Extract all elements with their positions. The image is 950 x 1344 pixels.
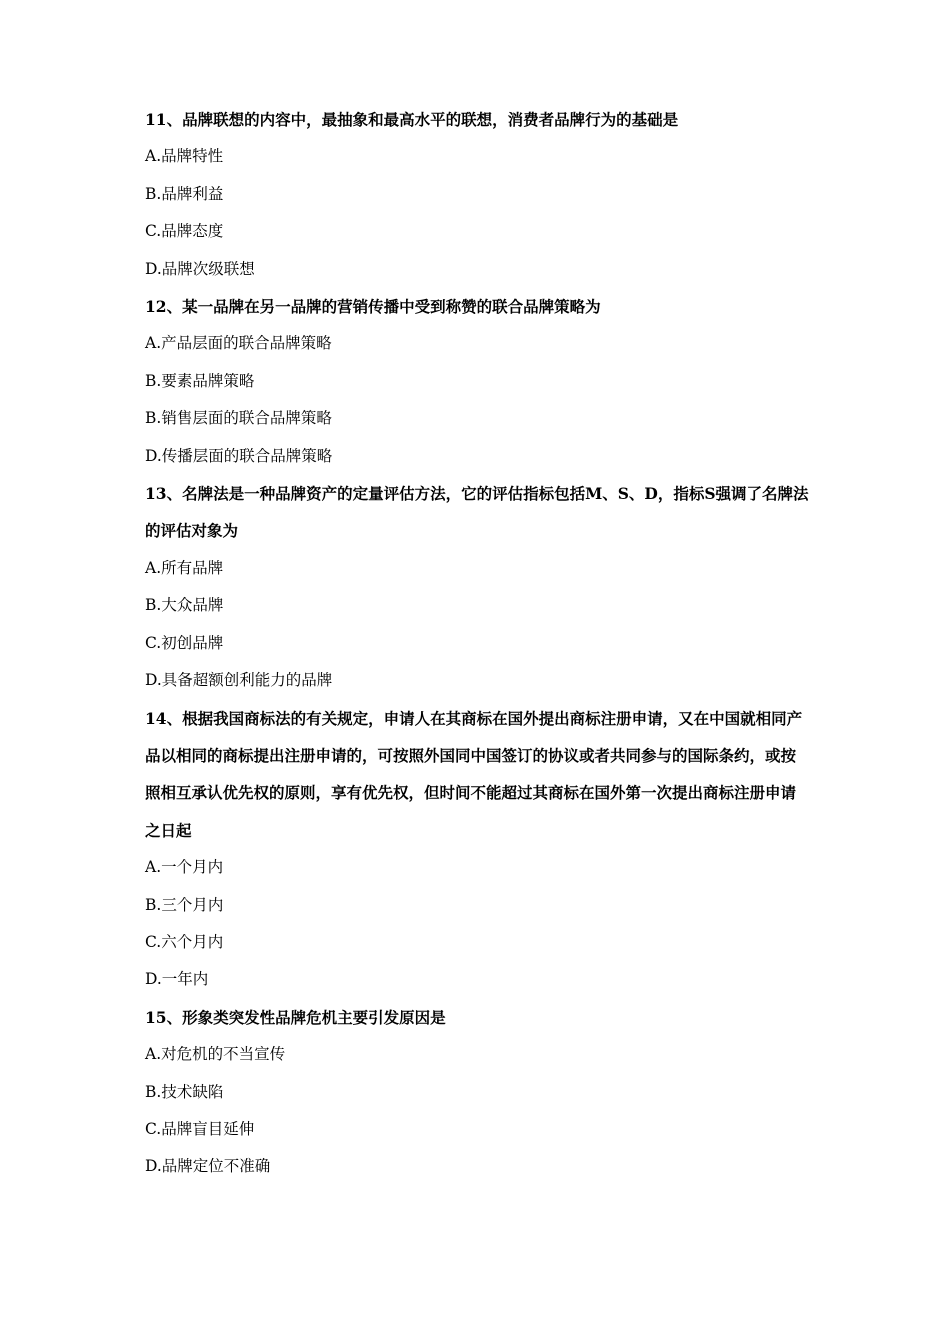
- option-b: B.品牌利益: [145, 184, 224, 203]
- question-12: [145, 288, 810, 475]
- option-b: B.三个月内: [145, 895, 224, 914]
- option-d: D.具备超额创利能力的品牌: [145, 671, 333, 690]
- option-d: D.一年内: [145, 970, 209, 989]
- option-c: C.初创品牌: [145, 633, 224, 652]
- option-a: A.品牌特性: [145, 147, 224, 166]
- option-c: C.品牌态度: [145, 222, 224, 241]
- option-c: C.六个月内: [145, 932, 224, 951]
- option-a: A.所有品牌: [145, 558, 224, 577]
- option-a: A.一个月内: [145, 858, 224, 877]
- option-b: B.大众品牌: [145, 596, 224, 615]
- option-d: D.品牌次级联想: [145, 259, 255, 278]
- option-b: B.要素品牌策略: [145, 371, 255, 390]
- question-13: [145, 475, 810, 699]
- question-11: [145, 101, 810, 288]
- question-15: [145, 999, 810, 1186]
- question-title: 11、品牌联想的内容中，最抽象和最高水平的联想，消费者品牌行为的基础是: [145, 110, 679, 129]
- option-a: A.产品层面的联合品牌策略: [145, 334, 332, 353]
- question-title: 15、形象类突发性品牌危机主要引发原因是: [145, 1007, 446, 1027]
- option-c: B.销售层面的联合品牌策略: [145, 409, 332, 428]
- question-title: 13、名牌法是一种品牌资产的定量评估方法，它的评估指标包括M、S、D，指标S强调了名牌法的评估对象为: [145, 484, 809, 541]
- document-page: [145, 101, 810, 1186]
- question-14: [145, 700, 810, 999]
- option-d: D.品牌定位不准确: [145, 1157, 271, 1176]
- option-d: D.传播层面的联合品牌策略: [145, 446, 333, 465]
- option-c: C.品牌盲目延伸: [145, 1119, 255, 1138]
- option-b: B.技术缺陷: [145, 1082, 224, 1101]
- question-title: 14、根据我国商标法的有关规定，申请人在其商标在国外提出商标注册申请，又在中国就相同产品以相同的商标提出注册申请的，可按照外国同中国签订的协议或者共同参与的国际条约，或按照相互承认优先权的原则，享有优先权，但时间不能超过其商标在国外第一次提出商标注册申请之日起: [145, 708, 803, 840]
- question-title: 12、某一品牌在另一品牌的营销传播中受到称赞的联合品牌策略为: [145, 297, 601, 317]
- option-a: A.对危机的不当宣传: [145, 1045, 286, 1064]
